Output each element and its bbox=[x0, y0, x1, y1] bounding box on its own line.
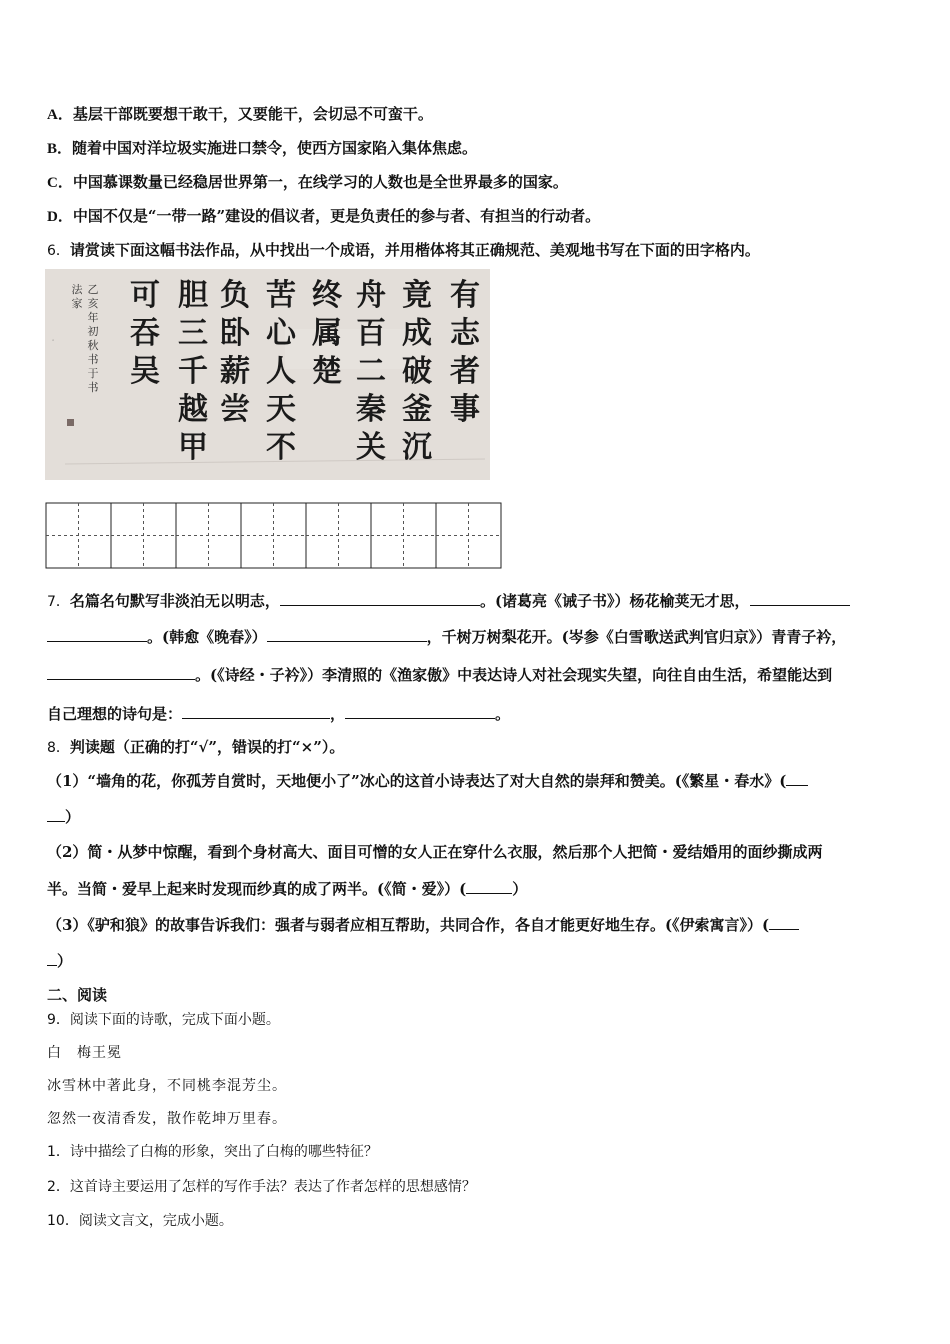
question-8-item-2-text: （2）简・从梦中惊醒，看到个身材高大、面目可憎的女人正在穿什么衣服，然后那个人把简・爱结婚用的面纱撕成两 bbox=[47, 843, 823, 861]
calligraphy-char: 心 bbox=[266, 316, 296, 351]
question-7-line-2 bbox=[47, 626, 846, 647]
calligraphy-char: 可 bbox=[130, 278, 160, 313]
answer-blank-7-3[interactable] bbox=[47, 626, 147, 642]
calligraphy-char: 尝 bbox=[220, 392, 250, 427]
calligraphy-char: 二 bbox=[356, 354, 386, 389]
calligraphy-char: 属 bbox=[312, 316, 342, 351]
question-8-item-1-text: （1）“墙角的花，你孤芳自赏时，天地便小了”冰心的这首小诗表达了对大自然的崇拜和赞美。(《繁星・春水》( bbox=[47, 772, 787, 790]
question-7-line-4 bbox=[47, 703, 510, 724]
calligraphy-inscription-char: 法 bbox=[71, 283, 83, 296]
tianzige-grid-svg bbox=[45, 502, 505, 570]
question-7-text-1: 名篇名句默写非淡泊无以明志， bbox=[69, 592, 280, 610]
option-c-text: 中国慕课数量已经稳居世界第一，在线学习的人数也是全世界最多的国家。 bbox=[72, 173, 568, 191]
calligraphy-char: 薪 bbox=[220, 354, 250, 389]
tianzige-cell[interactable] bbox=[241, 503, 306, 568]
question-8-item-3-cont bbox=[47, 950, 72, 971]
question-7-text-5: 。(《诗经・子衿》）李清照的《渔家傲》中表达诗人对社会现实失望，向往自由生活，希望能达到 bbox=[195, 666, 833, 684]
tianzige-grid[interactable] bbox=[45, 502, 505, 570]
calligraphy-char: 关 bbox=[356, 430, 386, 465]
calligraphy-char: 卧 bbox=[220, 316, 250, 351]
calligraphy-char: 破 bbox=[402, 354, 432, 389]
calligraphy-char: 吴 bbox=[130, 354, 160, 389]
answer-blank-8-2[interactable] bbox=[466, 878, 512, 894]
question-7-text-8: 。 bbox=[495, 705, 511, 723]
question-7-text-2: 。(诸葛亮《诫子书》）杨花榆荚无才思， bbox=[479, 592, 750, 610]
tianzige-cell[interactable] bbox=[436, 503, 501, 568]
calligraphy-inscription-char: 书 bbox=[87, 353, 99, 366]
option-a-letter: A． bbox=[47, 107, 73, 123]
question-8-title-text: 判读题（正确的打“√”，错误的打“×”）。 bbox=[69, 738, 345, 756]
option-c-letter: C． bbox=[47, 175, 73, 191]
answer-blank-8-1a[interactable] bbox=[786, 770, 808, 786]
calligraphy-char: 事 bbox=[450, 392, 480, 427]
question-8-item-2-cont bbox=[47, 878, 527, 899]
question-7-line-1 bbox=[47, 590, 850, 612]
option-a-text: 基层干部既要想干敢干，又要能干，会切忌不可蛮干。 bbox=[72, 105, 433, 123]
question-9-intro: 9．阅读下面的诗歌，完成下面小题。 bbox=[47, 1012, 280, 1028]
answer-blank-8-3a[interactable] bbox=[769, 914, 799, 930]
tianzige-cell[interactable] bbox=[306, 503, 371, 568]
tianzige-cell[interactable] bbox=[111, 503, 176, 568]
question-8-item-3-text: （3）《驴和狼》的故事告诉我们：强者与弱者应相互帮助，共同合作，各自才能更好地生存。(《伊索寓言》）( bbox=[47, 916, 770, 934]
calligraphy-char: 沉 bbox=[402, 430, 432, 465]
answer-blank-7-7[interactable] bbox=[345, 703, 495, 719]
calligraphy-char: 越 bbox=[178, 392, 208, 427]
question-8-item-1-cont bbox=[47, 806, 80, 827]
question-8-number: 8． bbox=[47, 740, 70, 756]
calligraphy-char: 成 bbox=[402, 316, 432, 351]
question-7-line-3 bbox=[47, 664, 832, 685]
question-7-text-3: 。(韩愈《晚春》） bbox=[147, 628, 267, 646]
calligraphy-char: 秦 bbox=[356, 392, 386, 427]
poem-line-1: 冰雪林中著此身，不同桃李混芳尘。 bbox=[47, 1078, 287, 1094]
answer-blank-8-3b[interactable] bbox=[47, 950, 57, 966]
option-d-text: 中国不仅是“一带一路”建设的倡议者，更是负责任的参与者、有担当的行动者。 bbox=[72, 207, 601, 225]
calligraphy-char: 吞 bbox=[130, 316, 160, 351]
calligraphy-artwork bbox=[45, 269, 490, 480]
question-9-sub-1: 1．诗中描绘了白梅的形象，突出了白梅的哪些特征？ bbox=[47, 1144, 378, 1160]
answer-blank-7-2[interactable] bbox=[750, 590, 850, 606]
question-10-intro: 10．阅读文言文，完成小题。 bbox=[47, 1213, 233, 1229]
calligraphy-inscription-char: 书 bbox=[87, 381, 99, 394]
question-9-sub-2: 2．这首诗主要运用了怎样的写作手法？表达了作者怎样的思想感情？ bbox=[47, 1179, 476, 1195]
calligraphy-char: 有 bbox=[450, 278, 480, 313]
section-2-title: 二、阅读 bbox=[47, 986, 108, 1004]
option-b-text: 随着中国对洋垃圾实施进口禁令，使西方国家陷入集体焦虑。 bbox=[72, 139, 478, 157]
calligraphy-image bbox=[45, 269, 490, 480]
calligraphy-inscription-char: 家 bbox=[71, 297, 83, 310]
calligraphy-char: 胆 bbox=[178, 278, 208, 313]
answer-blank-7-5[interactable] bbox=[47, 664, 195, 680]
calligraphy-char: 终 bbox=[312, 278, 342, 313]
calligraphy-char: 百 bbox=[356, 316, 386, 351]
option-d bbox=[47, 206, 600, 227]
calligraphy-char: 志 bbox=[450, 316, 480, 351]
calligraphy-char: 苦 bbox=[266, 278, 296, 313]
question-8-item-2-close: ） bbox=[512, 880, 528, 898]
answer-blank-7-1[interactable] bbox=[280, 590, 480, 606]
option-a bbox=[47, 104, 433, 125]
calligraphy-char: 釜 bbox=[402, 392, 432, 427]
tianzige-cell[interactable] bbox=[176, 503, 241, 568]
question-8-item-3-close: ） bbox=[57, 952, 73, 970]
calligraphy-char: 不 bbox=[266, 430, 296, 465]
calligraphy-char: 楚 bbox=[312, 354, 342, 389]
question-8-item-2 bbox=[47, 842, 822, 862]
question-8-item-1 bbox=[47, 770, 808, 791]
poem-title: 白 梅王冕 bbox=[47, 1045, 122, 1061]
calligraphy-char: 人 bbox=[266, 354, 296, 389]
question-8-item-3 bbox=[47, 914, 799, 935]
answer-blank-7-4[interactable] bbox=[267, 626, 427, 642]
calligraphy-inscription-char: 秋 bbox=[87, 339, 99, 352]
question-8-title bbox=[47, 737, 344, 758]
seal-stamp bbox=[67, 419, 74, 426]
poem-line-2: 忽然一夜清香发，散作乾坤万里春。 bbox=[47, 1111, 287, 1127]
calligraphy-char: 负 bbox=[220, 278, 250, 313]
calligraphy-char: 三 bbox=[178, 316, 208, 351]
calligraphy-inscription-char: 乙 bbox=[87, 283, 99, 296]
question-8-item-2-text-2: 半。当简・爱早上起来时发现而纱真的成了两半。(《简・爱》）( bbox=[47, 880, 467, 898]
calligraphy-inscription-char: 于 bbox=[87, 367, 99, 380]
answer-blank-8-1b[interactable] bbox=[47, 806, 65, 822]
calligraphy-char: 者 bbox=[450, 354, 480, 389]
option-d-letter: D． bbox=[47, 209, 73, 225]
calligraphy-seal-text: ． bbox=[51, 339, 59, 346]
tianzige-cell[interactable] bbox=[46, 503, 111, 568]
tianzige-cell[interactable] bbox=[371, 503, 436, 568]
question-8-item-1-close: ） bbox=[65, 808, 81, 826]
question-7-text-4: ，千树万树梨花开。(岑参《白雪歌送武判官归京》）青青子衿， bbox=[426, 628, 847, 646]
option-b bbox=[47, 138, 477, 159]
calligraphy-char: 千 bbox=[178, 354, 208, 389]
answer-blank-7-6[interactable] bbox=[182, 703, 330, 719]
calligraphy-char: 天 bbox=[266, 392, 296, 427]
calligraphy-char: 甲 bbox=[178, 430, 208, 465]
option-c bbox=[47, 172, 568, 193]
question-7-text-6: 自己理想的诗句是： bbox=[47, 705, 183, 723]
question-7-number: 7． bbox=[47, 594, 70, 610]
option-b-letter: B． bbox=[47, 141, 73, 157]
question-7-text-7: ， bbox=[330, 705, 346, 723]
question-6-text: 请赏读下面这幅书法作品，从中找出一个成语，并用楷体将其正确规范、美观地书写在下面的田字格内。 bbox=[69, 241, 760, 259]
question-6-number: 6． bbox=[47, 243, 70, 259]
calligraphy-inscription-char: 初 bbox=[87, 325, 99, 338]
calligraphy-char: 舟 bbox=[356, 278, 386, 313]
calligraphy-inscription-char: 年 bbox=[87, 311, 99, 324]
calligraphy-char: 竟 bbox=[402, 278, 432, 313]
calligraphy-inscription-char: 亥 bbox=[87, 297, 99, 310]
question-6 bbox=[47, 240, 760, 261]
